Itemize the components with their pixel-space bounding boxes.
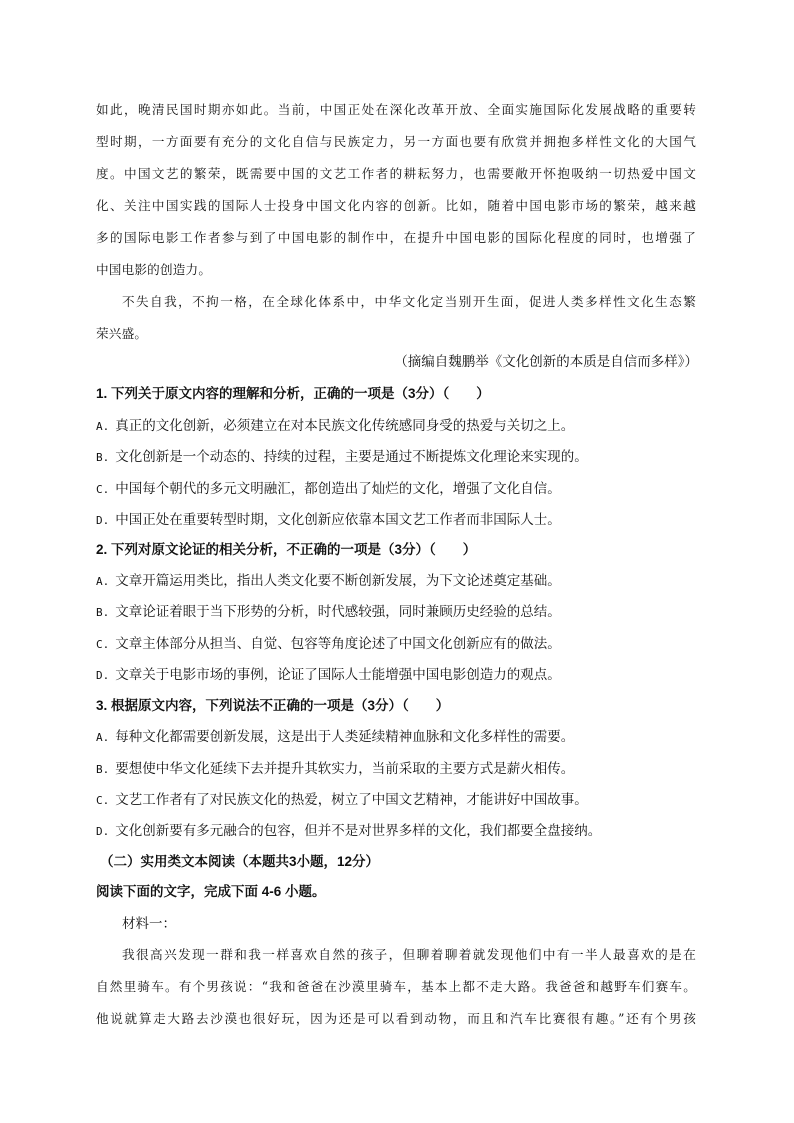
option-letter: A.	[96, 731, 110, 744]
material-label: 材料一：	[122, 916, 176, 931]
passage-closing-line: 荣兴盛。	[96, 326, 148, 341]
section-instruction: 阅读下面的文字，完成下面 4-6 小题。	[96, 884, 326, 899]
question-1-stem: 1. 下列关于原文内容的理解和分析，正确的一项是（3分）（ ）	[96, 386, 490, 401]
question-2-option-d	[96, 663, 561, 683]
passage-line: 化、关注中国实践的国际人士投身中国文化内容的创新。比如，随着中国电影市场的繁荣，越来越	[96, 198, 696, 213]
option-text: 中国正处在重要转型时期，文化创新应依靠本国文艺工作者而非国际人士。	[115, 512, 561, 527]
option-text: 每种文化都需要创新发展，这是出于人类延续精神血脉和文化多样性的需要。	[115, 729, 575, 744]
option-letter: A.	[96, 575, 110, 588]
passage-line: 如此，晚清民国时期亦如此。当前，中国正处在深化改革开放、全面实施国际化发展战略的重要转	[96, 102, 696, 117]
question-1-option-a	[96, 414, 574, 434]
passage-line: 中国电影的创造力。	[96, 262, 212, 277]
option-text: 文章论证着眼于当下形势的分析，时代感较强，同时兼顾历史经验的总结。	[115, 604, 561, 619]
option-letter: C.	[96, 794, 110, 807]
option-letter: D.	[96, 669, 110, 682]
option-letter: B.	[96, 451, 110, 464]
question-3-option-c	[96, 788, 588, 808]
material-line: 他说就算走大路去沙漠也很好玩，因为还是可以看到动物，而且和汽车比赛很有趣。”还有个男孩	[96, 1011, 696, 1026]
passage-line: 多的国际电影工作者参与到了中国电影的制作中，在提升中国电影的国际化程度的同时，也增强了	[96, 230, 696, 245]
question-1-option-c	[96, 477, 561, 497]
option-letter: C.	[96, 483, 110, 496]
passage-source: （摘编自魏鹏举《文化创新的本质是自信而多样》）	[394, 354, 698, 369]
option-letter: C.	[96, 638, 110, 651]
question-3-option-d	[96, 819, 601, 839]
option-letter: B.	[96, 606, 110, 619]
question-3-stem: 3. 根据原文内容，下列说法不正确的一项是（3分）（ ）	[96, 698, 450, 713]
question-2-option-b	[96, 600, 561, 620]
section-heading: （二）实用类文本阅读（本题共3小题，12分）	[100, 854, 380, 869]
passage-line: 度。中国文艺的繁荣，既需要中国的文艺工作者的耕耘努力，也需要敞开怀抱吸纳一切热爱中国文	[96, 166, 696, 181]
passage-closing-line: 不失自我，不拘一格，在全球化体系中，中华文化定当别开生面，促进人类多样性文化生态繁	[122, 294, 696, 309]
question-3-option-a	[96, 725, 574, 745]
passage-line: 型时期，一方面要有充分的文化自信与民族定力，另一方面也要有欣赏并拥抱多样性文化的大国气	[96, 134, 696, 149]
option-letter: D.	[96, 825, 110, 838]
option-text: 文章关于电影市场的事例，论证了国际人士能增强中国电影创造力的观点。	[115, 667, 561, 682]
option-text: 文艺工作者有了对民族文化的热爱，树立了中国文艺精神，才能讲好中国故事。	[115, 792, 588, 807]
option-letter: A.	[96, 420, 110, 433]
question-2-stem: 2. 下列对原文论证的相关分析，不正确的一项是（3分）（ ）	[96, 542, 477, 557]
option-text: 文章主体部分从担当、自觉、包容等角度论述了中国文化创新应有的做法。	[115, 636, 561, 651]
option-text: 真正的文化创新，必须建立在对本民族文化传统感同身受的热爱与关切之上。	[115, 418, 575, 433]
option-letter: B.	[96, 763, 110, 776]
question-2-option-a	[96, 569, 561, 589]
option-text: 文化创新要有多元融合的包容，但并不是对世界多样的文化，我们都要全盘接纳。	[115, 823, 602, 838]
question-2-option-c	[96, 632, 561, 652]
material-line: 自然里骑车。有个男孩说：“我和爸爸在沙漠里骑车，基本上都不走大路。我爸爸和越野车们赛车。	[96, 979, 696, 994]
question-3-option-b	[96, 757, 574, 777]
option-letter: D.	[96, 514, 110, 527]
question-1-option-b	[96, 445, 588, 465]
option-text: 要想使中华文化延续下去并提升其软实力，当前采取的主要方式是薪火相传。	[115, 761, 575, 776]
question-1-option-d	[96, 508, 561, 528]
option-text: 文章开篇运用类比，指出人类文化要不断创新发展，为下文论述奠定基础。	[115, 573, 561, 588]
material-line: 我很高兴发现一群和我一样喜欢自然的孩子，但聊着聊着就发现他们中有一半人最喜欢的是在	[122, 947, 696, 962]
option-text: 中国每个朝代的多元文明融汇，都创造出了灿烂的文化，增强了文化自信。	[115, 481, 561, 496]
option-text: 文化创新是一个动态的、持续的过程，主要是通过不断提炼文化理论来实现的。	[115, 449, 588, 464]
